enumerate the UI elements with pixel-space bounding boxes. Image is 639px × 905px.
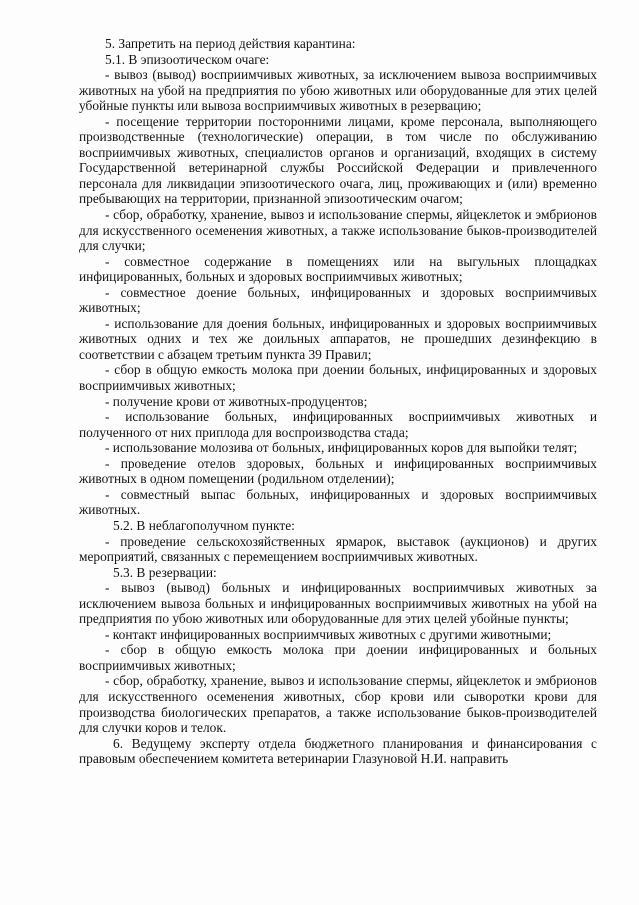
paragraph: - использование молозива от больных, инфицированных коров для выпойки телят;	[105, 440, 578, 456]
paragraph: - контакт инфицированных восприимчивых животных с другими животными;	[105, 626, 552, 642]
section-5-2-heading: 5.2. В неблагополучном пункте:	[113, 517, 295, 533]
paragraph: - совместный выпас больных, инфицированных и здоровых восприимчивых животных.	[79, 486, 597, 518]
section-6-paragraph: 6. Ведущему эксперту отдела бюджетного планирования и финансирования с правовым обеспечением комитета ветеринарии Глазуновой Н.И. направить	[79, 735, 597, 767]
paragraph: - получение крови от животных-продуцентов;	[105, 393, 368, 409]
paragraph: - проведение сельскохозяйственных ярмарок, выставок (аукционов) и других мероприятий, связанных с перемещением восприимчивых животных.	[79, 533, 597, 565]
paragraph: - вывоз (вывод) больных и инфицированных восприимчивых животных за исключением вывоза больных и инфицированных восприимчивых животных на убой на предприятия по убою животных или оборудованные для этих целей убойные пункты;	[79, 580, 597, 627]
section-5-3-heading: 5.3. В резервации:	[113, 564, 217, 580]
paragraph: - проведение отелов здоровых, больных и инфицированных восприимчивых животных в одном помещении (родильном отделении);	[79, 455, 597, 487]
paragraph: - вывоз (вывод) восприимчивых животных, за исключением вывоза восприимчивых животных на убой на предприятия по убою животных или оборудованные для этих целей убойные пункты или вывоза восприимчивых животных в резервацию;	[79, 67, 597, 114]
paragraph: - совместное доение больных, инфицированных и здоровых восприимчивых животных;	[79, 284, 597, 316]
paragraph: - совместное содержание в помещениях или на выгульных площадках инфицированных, больных и здоровых восприимчивых животных;	[79, 253, 597, 285]
paragraph: - сбор, обработку, хранение, вывоз и использование спермы, яйцеклеток и эмбрионов для искусственного осеменения животных, сбор крови или сыворотки крови для производства биологических препаратов, а также использование быков-производителей для случки коров и телок.	[79, 673, 597, 736]
paragraph: - использование больных, инфицированных восприимчивых животных и полученного от них приплода для воспроизводства стада;	[79, 409, 597, 440]
section-5-heading: 5. Запретить на период действия карантина:	[105, 36, 356, 51]
paragraph: - сбор в общую емкость молока при доении больных, инфицированных и здоровых восприимчивых животных;	[79, 362, 597, 394]
paragraph: - посещение территории посторонними лицами, кроме персонала, выполняющего производственные (технологические) операции, в том числе по обслуживанию восприимчивых животных, специалистов органов и организаций, входящих в систему Государственной ветеринарной службы Российской Федерации и привлеченного персонала для ликвидации эпизоотического очага, лиц, проживающих и (или) временно пребывающих на территории, признанной эпизоотическим очагом;	[79, 113, 597, 207]
document-body	[79, 36, 597, 767]
paragraph: - сбор, обработку, хранение, вывоз и использование спермы, яйцеклеток и эмбрионов для искусственного осеменения животных, а также использование быков-производителей для случки;	[79, 207, 597, 254]
paragraph: - сбор в общую емкость молока при доении инфицированных и больных восприимчивых животных;	[79, 642, 597, 673]
paragraph: - использование для доения больных, инфицированных и здоровых восприимчивых животных одних и тех же доильных аппаратов, не прошедших дезинфекцию в соответствии с абзацем третьим пункта 39 Правил;	[79, 315, 597, 362]
section-5-1-heading: 5.1. В эпизоотическом очаге:	[105, 51, 270, 67]
